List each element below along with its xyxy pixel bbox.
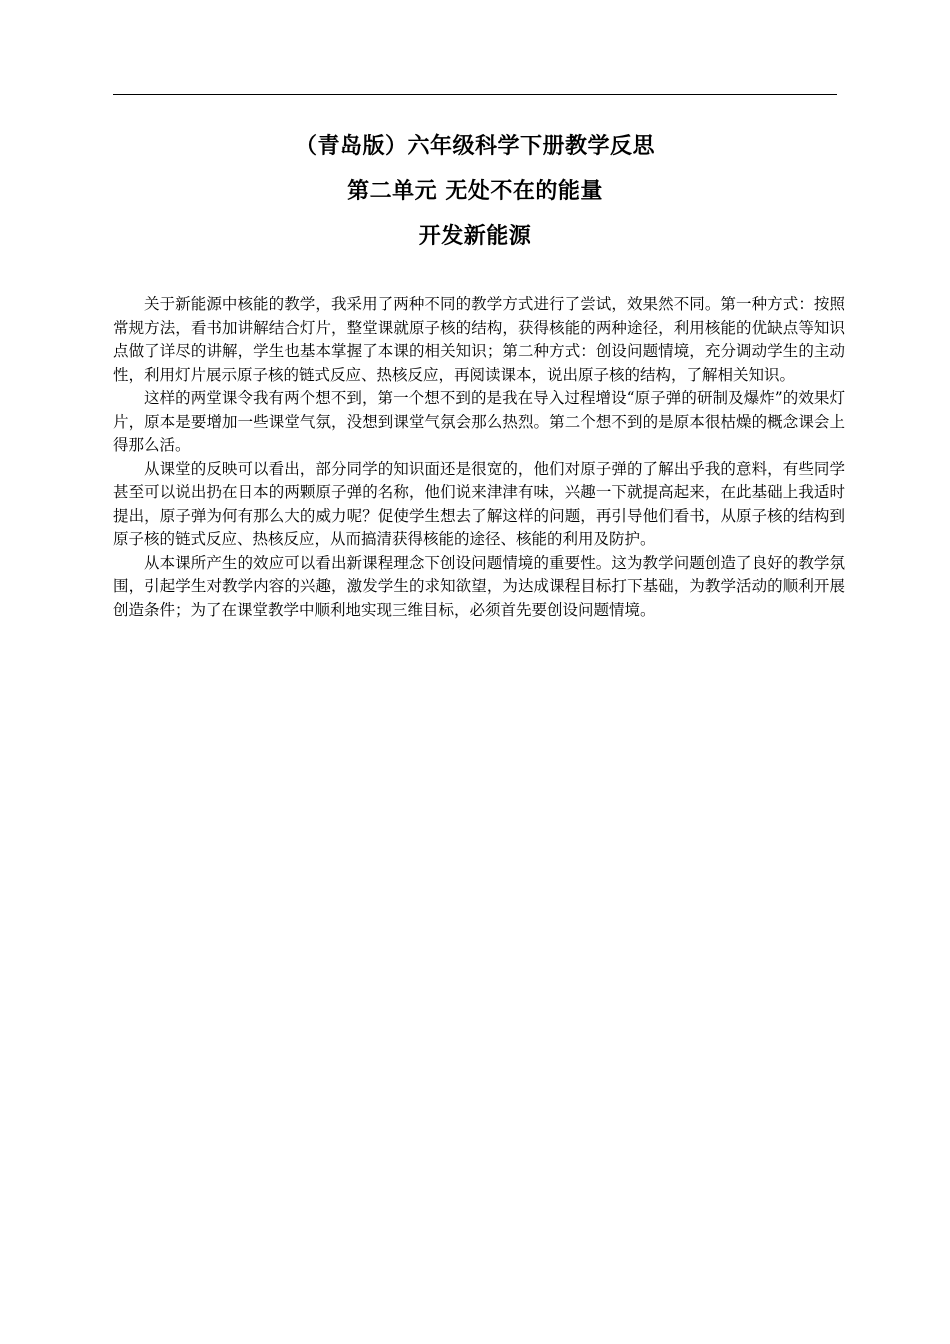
paragraph: 关于新能源中核能的教学，我采用了两种不同的教学方式进行了尝试，效果然不同。第一种方式：按照常规方法，看书加讲解结合灯片，整堂课就原子核的结构，获得核能的两种途径，利用核能的优缺点等知识点做了详尽的讲解，学生也基本掌握了本课的相关知识；第二种方式：创设问题情境，充分调动学生的主动性，利用灯片展示原子核的链式反应、热核反应，再阅读课本，说出原子核的结构，了解相关知识。 bbox=[113, 295, 845, 384]
header-rule bbox=[113, 94, 837, 95]
document-body bbox=[113, 293, 845, 622]
paragraph: 这样的两堂课令我有两个想不到，第一个想不到的是我在导入过程增设“原子弹的研制及爆炸”的效果灯片，原本是要增加一些课堂气氛，没想到课堂气氛会那么热烈。第二个想不到的是原本很枯燥的概念课会上得那么活。 bbox=[113, 389, 845, 454]
title-block bbox=[113, 130, 837, 250]
document-title: （青岛版）六年级科学下册教学反思 bbox=[294, 134, 655, 159]
unit-title: 第二单元 无处不在的能量 bbox=[347, 179, 603, 204]
lesson-title: 开发新能源 bbox=[418, 224, 532, 249]
paragraph: 从课堂的反映可以看出，部分同学的知识面还是很宽的，他们对原子弹的了解出乎我的意料，有些同学甚至可以说出扔在日本的两颗原子弹的名称，他们说来津津有味，兴趣一下就提高起来，在此基础上我适时提出，原子弹为何有那么大的威力呢？促使学生想去了解这样的问题，再引导他们看书，从原子核的结构到原子核的链式反应、热核反应，从而搞清获得核能的途径、核能的利用及防护。 bbox=[113, 459, 845, 548]
paragraph: 从本课所产生的效应可以看出新课程理念下创设问题情境的重要性。这为教学问题创造了良好的教学氛围，引起学生对教学内容的兴趣，激发学生的求知欲望，为达成课程目标打下基础，为教学活动的顺利开展创造条件；为了在课堂教学中顺利地实现三维目标，必须首先要创设问题情境。 bbox=[113, 553, 845, 619]
